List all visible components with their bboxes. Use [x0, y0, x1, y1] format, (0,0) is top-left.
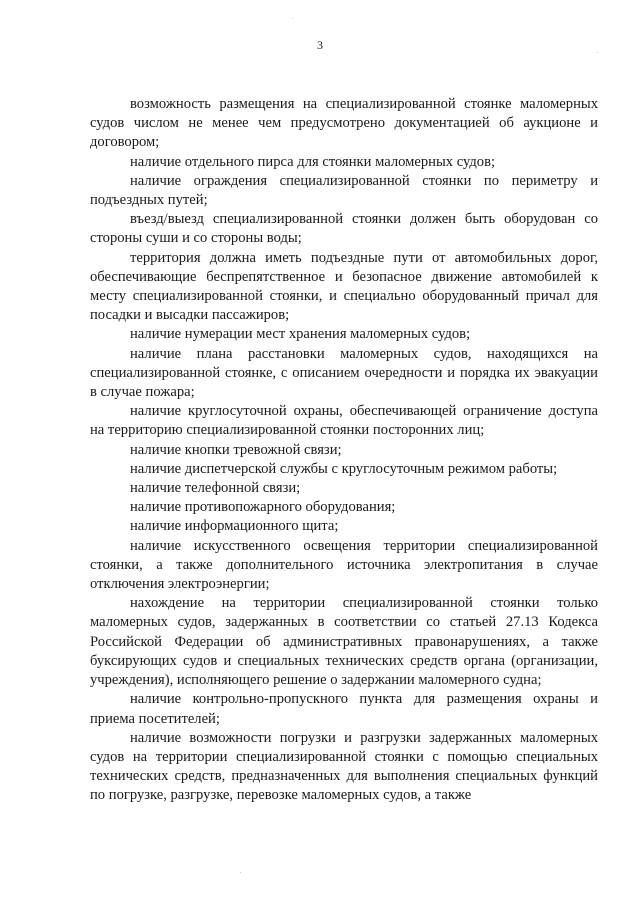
paragraph: территория должна иметь подъездные пути от автомобильных дорог, обеспечивающие беспрепятственное и безопасное движение автомобилей к месту специализированной стоянки, и специально оборудованный причал для посадки и высадки пассажиров;	[90, 249, 598, 324]
paragraph: наличие отдельного пирса для стоянки маломерных судов;	[130, 153, 496, 170]
paragraph: наличие телефонной связи;	[130, 480, 301, 497]
paragraph: наличие круглосуточной охраны, обеспечивающей ограничение доступа на территорию специализированной стоянки посторонних лиц;	[90, 403, 598, 439]
paragraph: наличие нумерации мест хранения маломерных судов;	[130, 326, 471, 343]
paragraph: наличие информационного щита;	[130, 518, 339, 535]
paragraph: возможность размещения на специализированной стоянке маломерных судов числом не менее чем предусмотрено документацией об аукционе и договором;	[90, 96, 598, 151]
paragraph: наличие ограждения специализированной стоянки по периметру и подъездных путей;	[90, 172, 598, 209]
scan-artifact	[240, 872, 241, 873]
paragraph: наличие кнопки тревожной связи;	[130, 441, 342, 458]
page-number: 3	[317, 38, 323, 52]
paragraph: наличие плана расстановки маломерных судов, находящихся на специализированной стоянке, с описанием очередности и порядка их эвакуации в случае пожара;	[90, 345, 598, 401]
paragraph: наличие диспетчерской службы с круглосуточным режимом работы;	[130, 460, 558, 477]
paragraph: наличие противопожарного оборудования;	[130, 499, 396, 516]
paragraph: нахождение на территории специализированной стоянки только маломерных судов, задержанных в соответствии со статьей 27.13 Кодекса Российской Федерации об административных правонарушениях, а также буксирующих судов и специальных технических средств органа (организации, учреждения), исполняющего решение о задержании маломерного судна;	[90, 595, 598, 689]
document-body	[90, 95, 598, 806]
paragraph: наличие возможности погрузки и разгрузки задержанных маломерных судов на территории специализированной стоянки с помощью специальных технических средств, предназначенных для выполнения специальных функций по погрузке, разгрузке, перевозке маломерных судов, а также	[90, 729, 598, 804]
paragraph: въезд/выезд специализированной стоянки должен быть оборудован со стороны суши и со стороны воды;	[90, 211, 598, 247]
scan-artifact	[292, 18, 293, 19]
scan-artifact	[597, 52, 598, 53]
paragraph: наличие контрольно-пропускного пункта для размещения охраны и приема посетителей;	[90, 691, 598, 727]
paragraph: наличие искусственного освещения территории специализированной стоянки, а также дополнительного источника электропитания в случае отключения электроэнергии;	[90, 537, 598, 593]
